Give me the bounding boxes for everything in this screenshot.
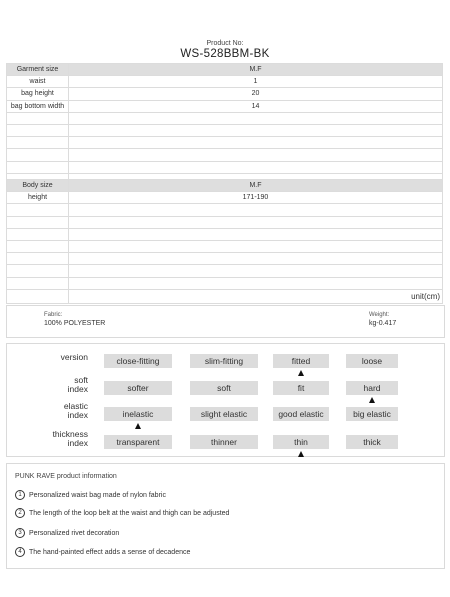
info-item-text: Personalized waist bag made of nylon fabric	[29, 491, 166, 499]
info-item-text: The length of the loop belt at the waist and thigh can be adjusted	[29, 509, 230, 517]
empty-row	[7, 204, 443, 216]
empty-row	[7, 149, 443, 161]
measure-label: bag height	[7, 88, 69, 100]
empty-row	[7, 161, 443, 173]
measure-value: 171-190	[69, 192, 443, 204]
selected-marker-icon	[298, 370, 304, 376]
attribute-option: softer	[104, 381, 172, 395]
attribute-option: good elastic	[273, 407, 329, 421]
garment-size-table	[6, 63, 443, 186]
attribute-option: hard	[346, 381, 398, 395]
product-no-label: Product No:	[206, 40, 244, 47]
unit-label: unit(cm)	[69, 289, 443, 303]
attribute-option: close-fitting	[104, 354, 172, 368]
attribute-option: loose	[346, 354, 398, 368]
info-item	[15, 528, 119, 538]
measure-label: height	[7, 192, 69, 204]
measure-value: 14	[69, 100, 443, 112]
product-code: WS-528BBM-BK	[180, 48, 270, 60]
table-header-row	[7, 180, 443, 192]
measure-value: 20	[69, 88, 443, 100]
empty-row	[7, 265, 443, 277]
attribute-option: soft	[190, 381, 258, 395]
empty-row	[7, 137, 443, 149]
attribute-option: fitted	[273, 354, 329, 368]
attribute-option: thinner	[190, 435, 258, 449]
attribute-option: big elastic	[346, 407, 398, 421]
empty-row	[7, 240, 443, 252]
info-item-text: Personalized rivet decoration	[29, 529, 120, 537]
measure-label: waist	[7, 76, 69, 88]
info-item	[15, 508, 229, 518]
selected-marker-icon	[369, 397, 375, 403]
number-circle-icon: 3	[15, 528, 25, 538]
attribute-option: thick	[346, 435, 398, 449]
attribute-option: fit	[273, 381, 329, 395]
selected-marker-icon	[298, 451, 304, 457]
body-size-header: Body size	[7, 180, 69, 192]
number-circle-icon: 4	[15, 547, 25, 557]
number-circle-icon: 2	[15, 508, 25, 518]
empty-row	[7, 253, 443, 265]
info-item	[15, 490, 166, 500]
attribute-option: slim-fitting	[190, 354, 258, 368]
attribute-label: version	[60, 352, 88, 362]
empty-row	[7, 228, 443, 240]
table-header-row	[7, 64, 443, 76]
info-item-text: The hand-painted effect adds a sense of decadence	[29, 548, 191, 556]
table-row	[7, 88, 443, 100]
unit-row	[7, 289, 443, 303]
empty-row	[7, 277, 443, 289]
attribute-option: thin	[273, 435, 329, 449]
info-title: PUNK RAVE product information	[15, 473, 117, 480]
garment-size-header: Garment size	[7, 64, 69, 76]
table-row	[7, 76, 443, 88]
table-row	[7, 192, 443, 204]
attribute-option: transparent	[104, 435, 172, 449]
size-mf-header: M.F	[69, 180, 443, 192]
size-mf-header: M.F	[69, 64, 443, 76]
attribute-label: soft index	[67, 375, 88, 394]
empty-row	[7, 124, 443, 136]
attribute-label: elastic index	[63, 401, 88, 420]
info-item	[15, 547, 190, 557]
selected-marker-icon	[135, 423, 141, 429]
fabric-label: Fabric:	[44, 312, 63, 318]
attribute-option: slight elastic	[190, 407, 258, 421]
measure-label: bag bottom width	[7, 100, 69, 112]
fabric-value: 100% POLYESTER	[44, 320, 106, 327]
weight-label: Weight:	[369, 312, 390, 318]
table-row	[7, 100, 443, 112]
weight-value: kg-0.417	[369, 320, 397, 327]
fabric-weight-panel	[6, 305, 445, 338]
attribute-label: thickness index	[52, 429, 88, 448]
body-size-table	[6, 179, 443, 304]
empty-row	[7, 216, 443, 228]
empty-row	[7, 112, 443, 124]
number-circle-icon: 1	[15, 490, 25, 500]
measure-value: 1	[69, 76, 443, 88]
product-info-panel	[6, 463, 445, 569]
attributes-panel	[6, 343, 445, 457]
attribute-option: inelastic	[104, 407, 172, 421]
